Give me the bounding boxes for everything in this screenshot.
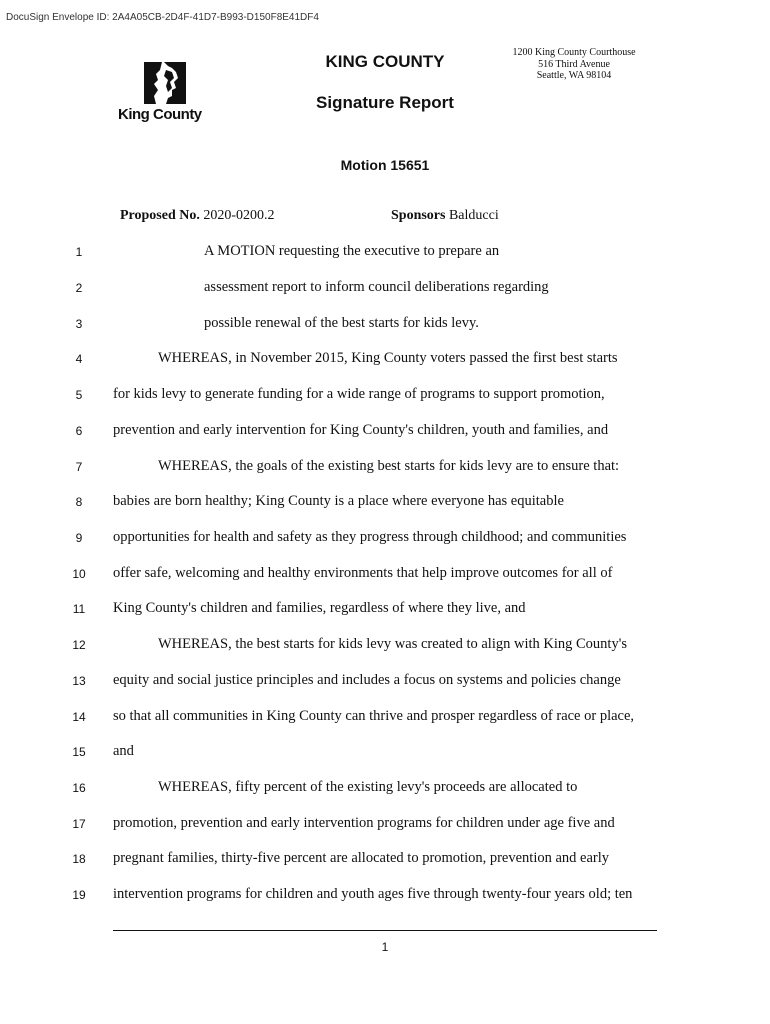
footer-rule — [113, 930, 657, 931]
line-number: 2 — [75, 281, 83, 295]
text-line — [0, 636, 770, 656]
line-number: 7 — [75, 460, 83, 474]
text-line — [0, 565, 770, 585]
line-text: prevention and early intervention for King County's children, youth and families, and — [113, 422, 609, 438]
line-number: 18 — [72, 852, 86, 866]
line-number: 9 — [75, 531, 83, 545]
sponsors — [391, 208, 499, 224]
line-text: for kids levy to generate funding for a wide range of programs to support promotion, — [113, 386, 605, 402]
logo-text: King County — [118, 106, 202, 123]
address-line: Seattle, WA 98104 — [536, 70, 612, 81]
line-number: 5 — [75, 388, 83, 402]
king-county-logo-icon — [142, 60, 188, 106]
county-name: KING COUNTY — [325, 52, 445, 71]
line-number: 6 — [75, 424, 83, 438]
line-text: and — [113, 743, 134, 759]
proposed-value: 2020-0200.2 — [203, 208, 275, 223]
text-line — [0, 243, 770, 263]
line-text: promotion, prevention and early intervention programs for children under age five and — [113, 815, 615, 831]
address-block — [510, 47, 638, 82]
line-text: assessment report to inform council deliberations regarding — [204, 279, 549, 295]
line-text: King County's children and families, regardless of where they live, and — [113, 600, 526, 616]
line-text: offer safe, welcoming and healthy environments that help improve outcomes for all of — [113, 565, 613, 581]
line-number: 8 — [75, 495, 83, 509]
line-text: WHEREAS, fifty percent of the existing levy's proceeds are allocated to — [158, 779, 578, 795]
line-number: 14 — [72, 710, 86, 724]
docusign-envelope-id: DocuSign Envelope ID: 2A4A05CB-2D4F-41D7-B993-D150F8E41DF4 — [6, 12, 319, 23]
text-line — [0, 315, 770, 335]
text-line — [0, 743, 770, 763]
line-text: pregnant families, thirty-five percent are allocated to promotion, prevention and early — [113, 850, 610, 866]
text-line — [0, 386, 770, 406]
line-text: intervention programs for children and youth ages five through twenty-four years old; ten — [113, 886, 633, 902]
line-text: WHEREAS, the best starts for kids levy was created to align with King County's — [158, 636, 627, 652]
line-number: 15 — [72, 745, 86, 759]
text-line — [0, 422, 770, 442]
line-number: 16 — [72, 781, 86, 795]
text-line — [0, 600, 770, 620]
line-number: 4 — [75, 352, 83, 366]
page-number: 1 — [381, 940, 389, 954]
line-text: WHEREAS, in November 2015, King County voters passed the first best starts — [158, 350, 618, 366]
line-number: 19 — [72, 888, 86, 902]
king-county-logo — [118, 60, 214, 126]
line-text: babies are born healthy; King County is a place where everyone has equitable — [113, 493, 564, 509]
line-text: equity and social justice principles and includes a focus on systems and policies change — [113, 672, 621, 688]
line-number: 11 — [72, 602, 86, 616]
line-text: WHEREAS, the goals of the existing best starts for kids levy are to ensure that: — [158, 458, 620, 474]
sponsors-value: Balducci — [448, 208, 499, 223]
proposed-number — [120, 208, 275, 224]
line-number: 1 — [75, 245, 83, 259]
text-line — [0, 529, 770, 549]
text-line — [0, 672, 770, 692]
text-line — [0, 815, 770, 835]
line-number: 3 — [75, 317, 83, 331]
text-line — [0, 279, 770, 299]
line-text: so that all communities in King County can thrive and prosper regardless of race or place, — [113, 708, 635, 724]
address-line: 516 Third Avenue — [538, 58, 610, 70]
text-line — [0, 886, 770, 906]
text-line — [0, 350, 770, 370]
text-line — [0, 779, 770, 799]
text-line — [0, 850, 770, 870]
line-text: A MOTION requesting the executive to prepare an — [204, 243, 500, 259]
line-number: 10 — [72, 567, 86, 581]
motion-title: Motion 15651 — [340, 157, 430, 173]
text-line — [0, 458, 770, 478]
line-text: opportunities for health and safety as they progress through childhood; and communities — [113, 529, 627, 545]
line-text: possible renewal of the best starts for kids levy. — [204, 315, 479, 331]
proposed-label: Proposed No. — [120, 208, 200, 223]
sponsors-label: Sponsors — [391, 208, 446, 223]
text-line — [0, 708, 770, 728]
line-number: 17 — [72, 817, 86, 831]
report-title: Signature Report — [316, 93, 454, 112]
line-number: 12 — [72, 638, 86, 652]
address-line: 1200 King County Courthouse — [512, 47, 636, 58]
text-line — [0, 493, 770, 513]
line-number: 13 — [72, 674, 86, 688]
